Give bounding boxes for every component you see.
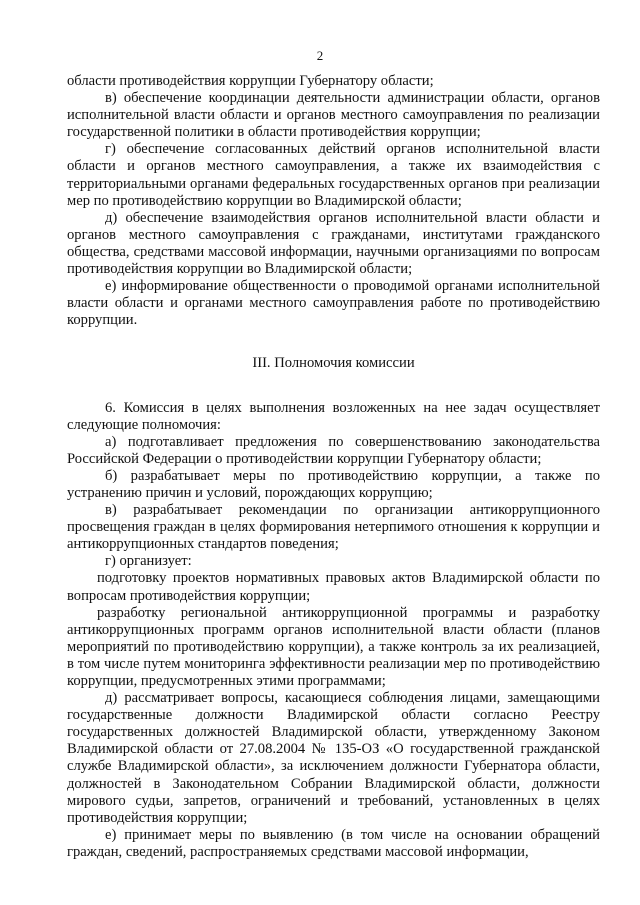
paragraph: д) рассматривает вопросы, касающиеся соблюдения лицами, замещающими государственные должности Владимирской области согласно Реестру государственных должностей Владимирской области, утвержденному Законом Владимирской области от 27.08.2004 № 135-ОЗ «О государственной гражданской службе Владимирской области», за исключением должности Губернатора области, должностей в Законодательном Собрании Владимирской области, должности мирового судьи, запретов, ограничений и требований, установленных в целях противодействия коррупции; (67, 690, 600, 826)
page-number: 2 (316, 48, 324, 63)
paragraph: разработку региональной антикоррупционной программы и разработку антикоррупционных программ органов исполнительной власти области (планов мероприятий по противодействию коррупции), а также контроль за их реализацией, в том числе путем мониторинга эффективности реализации мер по противодействию коррупции, предусмотренных этими программами; (67, 604, 600, 689)
paragraph: в) разрабатывает рекомендации по организации антикоррупционного просвещения граждан в целях формирования нетерпимого отношения к коррупции и антикоррупционных стандартов поведения; (67, 502, 600, 553)
paragraph: е) информирование общественности о проводимой органами исполнительной власти области и органами местного самоуправления работе по противодействию коррупции. (67, 278, 600, 329)
paragraph: е) принимает меры по выявлению (в том числе на основании обращений граждан, сведений, распространяемых средствами массовой информации, (67, 826, 600, 860)
section-heading: III. Полномочия комиссии (252, 355, 415, 372)
paragraph: д) обеспечение взаимодействия органов исполнительной власти области и органов местного самоуправления с гражданами, институтами гражданского общества, средствами массовой информации, научными организациями по вопросам противодействия коррупции во Владимирской области; (67, 209, 600, 278)
paragraph: в) обеспечение координации деятельности администрации области, органов исполнительной власти области и органов местного самоуправления по реализации государственной политики в области противодействия коррупции; (67, 90, 600, 141)
paragraph: подготовку проектов нормативных правовых актов Владимирской области по вопросам противодействия коррупции; (67, 570, 600, 604)
paragraph: области противодействия коррупции Губернатору области; (67, 73, 434, 89)
paragraph: г) организует: (105, 553, 192, 570)
paragraph: 6. Комиссия в целях выполнения возложенных на нее задач осуществляет следующие полномочия: (67, 399, 600, 433)
paragraph: г) обеспечение согласованных действий органов исполнительной власти области и органов местного самоуправления, а также их взаимодействия с территориальными органами федеральных государственных органов при реализации мер по противодействию коррупции во Владимирской области; (67, 141, 600, 209)
document-body (67, 73, 600, 861)
paragraph: а) подготавливает предложения по совершенствованию законодательства Российской Федерации о противодействии коррупции Губернатору области; (67, 433, 600, 467)
paragraph: б) разрабатывает меры по противодействию коррупции, а также по устранению причин и условий, порождающих коррупцию; (67, 467, 600, 501)
